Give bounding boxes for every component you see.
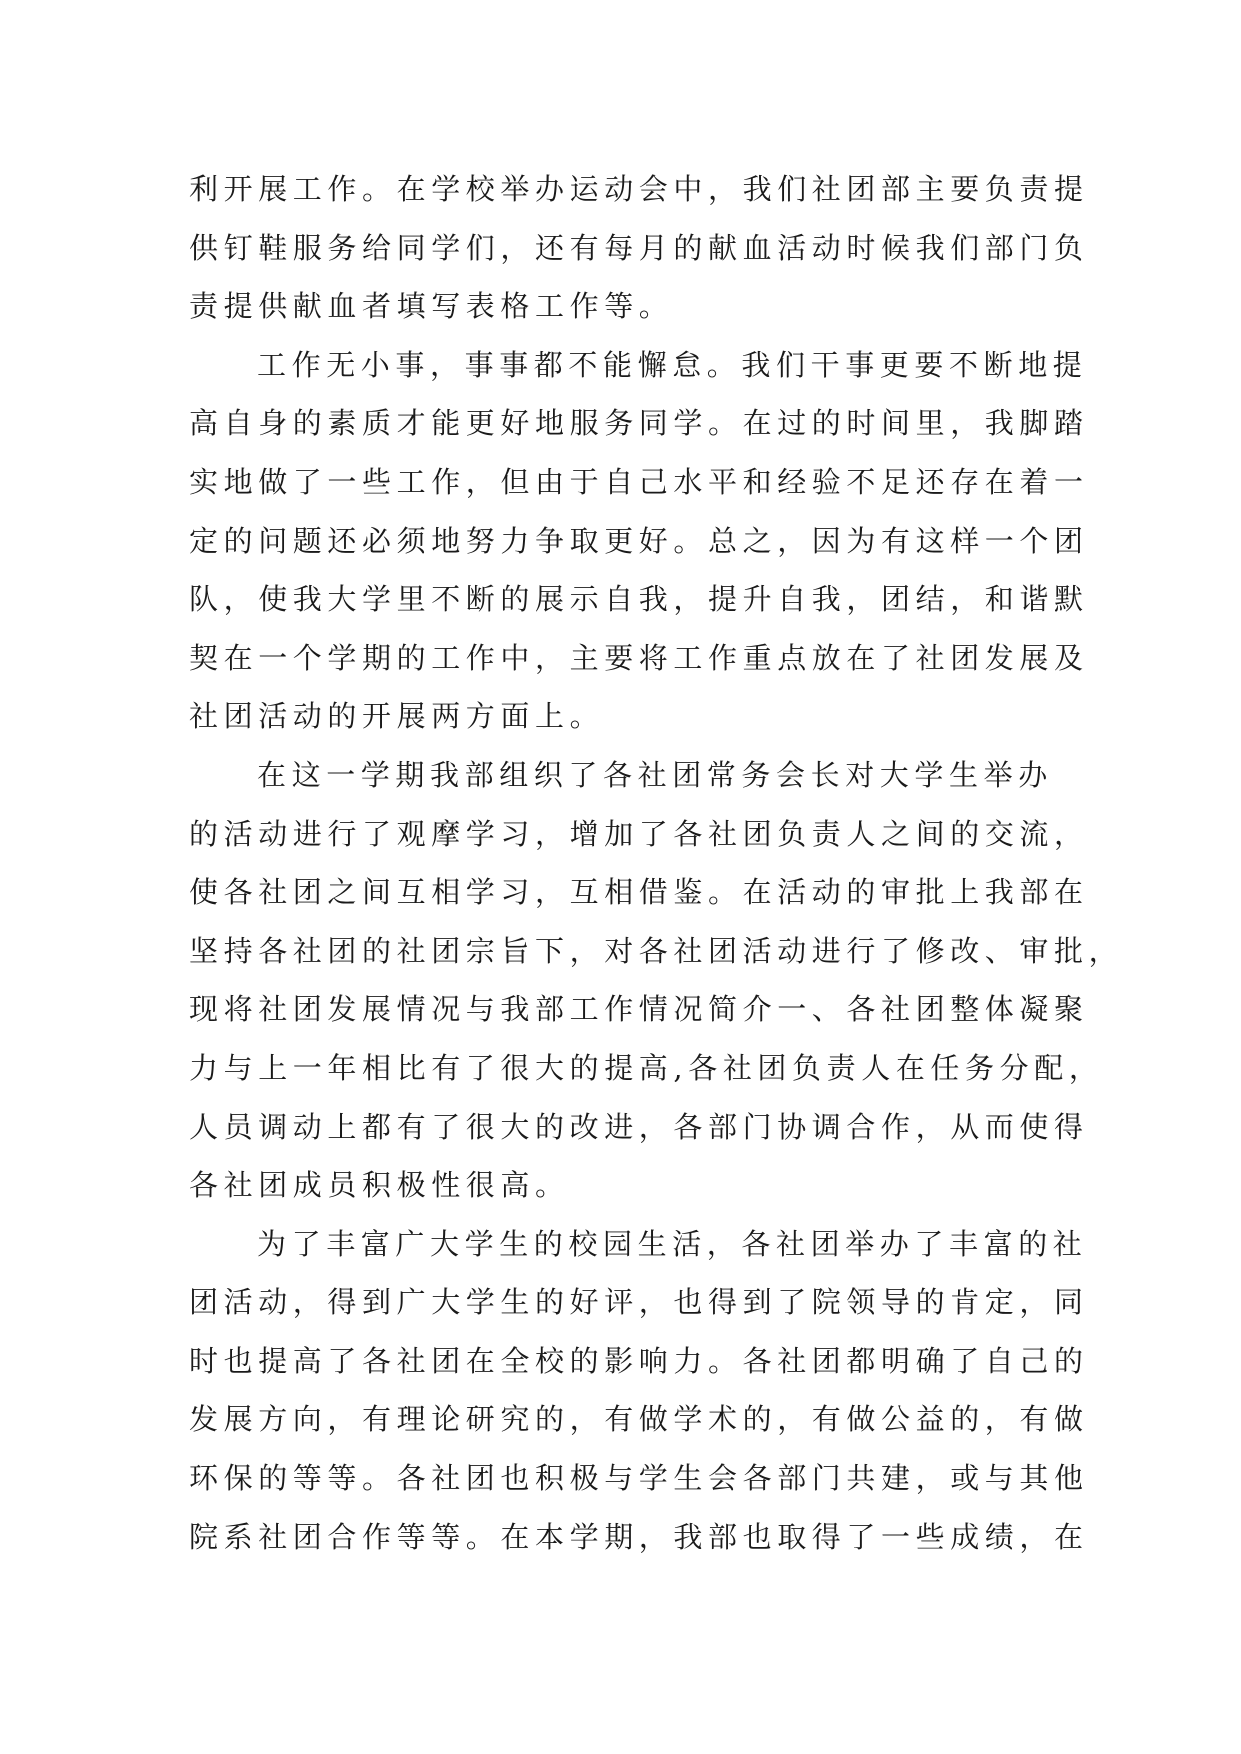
text-line: 定的问题还必须地努力争取更好。总之，因为有这样一个团 bbox=[189, 523, 1089, 558]
text-line: 院系社团合作等等。在本学期，我部也取得了一些成绩，在 bbox=[189, 1519, 1089, 1554]
text-line: 团活动，得到广大学生的好评，也得到了院领导的肯定，同 bbox=[189, 1285, 1089, 1320]
text-line: 人员调动上都有了很大的改进，各部门协调合作，从而使得 bbox=[189, 1109, 1089, 1144]
body-text bbox=[189, 160, 1124, 1566]
text-line: 社团活动的开展两方面上。 bbox=[189, 699, 605, 734]
text-line: 供钉鞋服务给同学们，还有每月的献血活动时候我们部门负 bbox=[189, 230, 1089, 265]
text-line: 责提供献血者填写表格工作等。 bbox=[189, 289, 674, 324]
text-line: 的活动进行了观摩学习，增加了各社团负责人之间的交流， bbox=[189, 816, 1089, 851]
paragraph-first-line: 在这一学期我部组织了各社团常务会长对大学生举办 bbox=[257, 757, 1053, 792]
text-line: 高自身的素质才能更好地服务同学。在过的时间里，我脚踏 bbox=[189, 406, 1089, 441]
text-line: 时也提高了各社团在全校的影响力。各社团都明确了自己的 bbox=[189, 1343, 1089, 1378]
text-line: 各社团成员积极性很高。 bbox=[189, 1168, 570, 1203]
text-line: 使各社团之间互相学习，互相借鉴。在活动的审批上我部在 bbox=[189, 875, 1089, 910]
text-line: 利开展工作。在学校举办运动会中，我们社团部主要负责提 bbox=[189, 172, 1089, 206]
text-line: 坚持各社团的社团宗旨下，对各社团活动进行了修改、审批， bbox=[189, 933, 1124, 968]
text-line: 队，使我大学里不断的展示自我，提升自我，团结，和谐默 bbox=[189, 582, 1089, 617]
text-line: 实地做了一些工作，但由于自己水平和经验不足还存在着一 bbox=[189, 464, 1089, 499]
text-line: 发展方向，有理论研究的，有做学术的，有做公益的，有做 bbox=[189, 1402, 1089, 1437]
text-line: 力与上一年相比有了很大的提高,各社团负责人在任务分配， bbox=[189, 1050, 1104, 1085]
text-line: 现将社团发展情况与我部工作情况简介一、各社团整体凝聚 bbox=[189, 992, 1089, 1027]
text-line: 契在一个学期的工作中，主要将工作重点放在了社团发展及 bbox=[189, 640, 1089, 675]
text-line: 环保的等等。各社团也积极与学生会各部门共建，或与其他 bbox=[189, 1461, 1089, 1496]
paragraph-first-line: 为了丰富广大学生的校园生活，各社团举办了丰富的社 bbox=[257, 1226, 1088, 1261]
paragraph-first-line: 工作无小事，事事都不能懈怠。我们干事更要不断地提 bbox=[257, 347, 1088, 382]
